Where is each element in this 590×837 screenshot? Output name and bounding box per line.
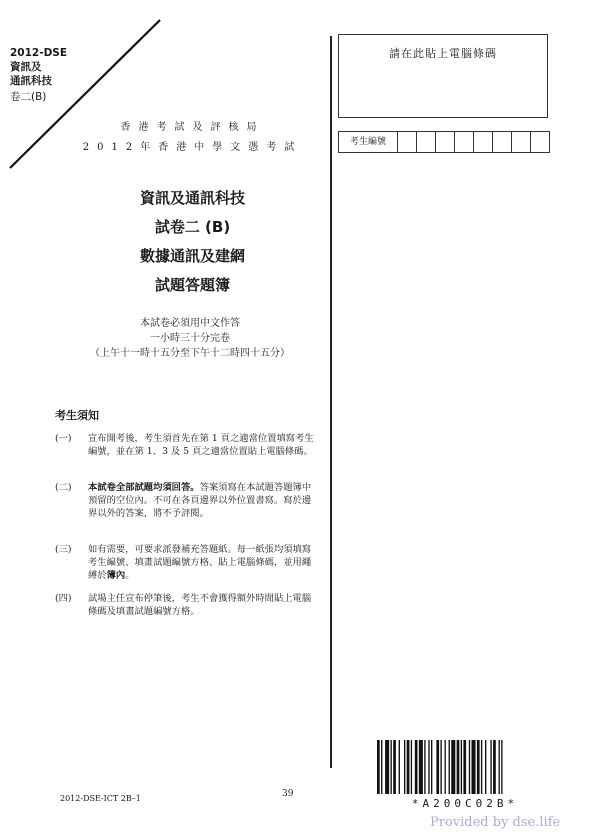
candidate-number-cell[interactable] xyxy=(512,132,531,152)
notice-item-bold: 簿內 xyxy=(106,570,126,581)
candidate-number-cell[interactable] xyxy=(417,132,436,152)
notice-item-rest: 答案須寫在本試題答題簿中預留的空位內。不可在各頁邊界以外位置書寫。寫於邊界以外的答案，將不予評閱。 xyxy=(88,482,312,519)
duration-instruction: 一小時三十分完卷 xyxy=(150,333,230,344)
notice-item xyxy=(55,543,315,582)
notice-item xyxy=(55,592,315,618)
notice-item xyxy=(55,481,315,520)
candidate-number-cell[interactable] xyxy=(474,132,493,152)
notice-item xyxy=(55,432,315,458)
subject-title: 資訊及通訊科技 xyxy=(139,189,245,207)
provided-by-watermark: Provided by dse.life xyxy=(430,815,561,830)
candidate-number-cell[interactable] xyxy=(455,132,474,152)
paper-code-subject-1: 資訊及 xyxy=(10,61,42,73)
paper-title: 試卷二 (B) xyxy=(154,218,231,236)
barcode-paste-label: 請在此貼上電腦條碼 xyxy=(389,47,497,60)
notice-item-end: 。 xyxy=(125,570,135,581)
notice-item-main: 如有需要，可要求派發補充答題紙。每一紙張均須填寫考生編號、填畫試題編號方格、貼上電腦條碼，並用繩縛於 xyxy=(88,544,312,581)
candidate-number-field[interactable] xyxy=(338,131,550,153)
candidate-number-cell[interactable] xyxy=(398,132,417,152)
notice-item-text xyxy=(88,481,315,520)
paper-code-subject-2: 通訊科技 xyxy=(10,75,52,87)
candidate-number-cell[interactable] xyxy=(531,132,549,152)
booklet-title: 試題答題簿 xyxy=(154,276,230,294)
notice-item-bold: 本試卷全部試題均須回答。 xyxy=(88,482,200,493)
candidate-number-cell[interactable] xyxy=(436,132,455,152)
notice-item-number: (四) xyxy=(55,593,72,604)
footer-paper-code: 2012-DSE-ICT 2B–1 xyxy=(60,794,141,803)
candidate-number-label: 考生編號 xyxy=(339,132,398,152)
paper-code-paper: 卷二(B) xyxy=(10,91,47,103)
paper-code-year: 2012-DSE xyxy=(10,47,68,59)
candidate-number-cell[interactable] xyxy=(493,132,512,152)
notice-item-text: 試場主任宣布停筆後，考生不會獲得額外時間貼上電腦條碼及填畫試題編號方格。 xyxy=(88,593,312,617)
notice-item-number: (三) xyxy=(55,544,72,555)
exam-name: 2012年香港中學文憑考試 xyxy=(82,142,303,153)
notice-item-number: (二) xyxy=(55,482,72,493)
paper-titles xyxy=(60,184,325,300)
page-number: 39 xyxy=(282,789,294,799)
barcode-text: *A200C02B* xyxy=(411,797,519,810)
language-instruction: 本試卷必須用中文作答 xyxy=(140,318,240,329)
page-divider xyxy=(330,36,332,768)
notice-heading: 考生須知 xyxy=(55,409,99,422)
exam-authority-name: 香港考試及評核局 xyxy=(120,122,265,133)
exam-instructions xyxy=(40,316,340,361)
topic-title: 數據通訊及建網 xyxy=(139,247,245,265)
notice-item-text: 宣布開考後，考生須首先在第 1 頁之適當位置填寫考生編號，並在第 1、3 及 5 頁之適當位置貼上電腦條碼。 xyxy=(88,433,314,457)
notice-item-text xyxy=(88,543,315,582)
barcode-paste-box xyxy=(338,34,548,118)
notice-item-number: (一) xyxy=(55,433,72,444)
barcode-image xyxy=(377,740,549,794)
corner-diagonal-line xyxy=(0,0,200,200)
time-instruction: （上午十一時十五分至下午十二時四十五分） xyxy=(90,348,290,359)
